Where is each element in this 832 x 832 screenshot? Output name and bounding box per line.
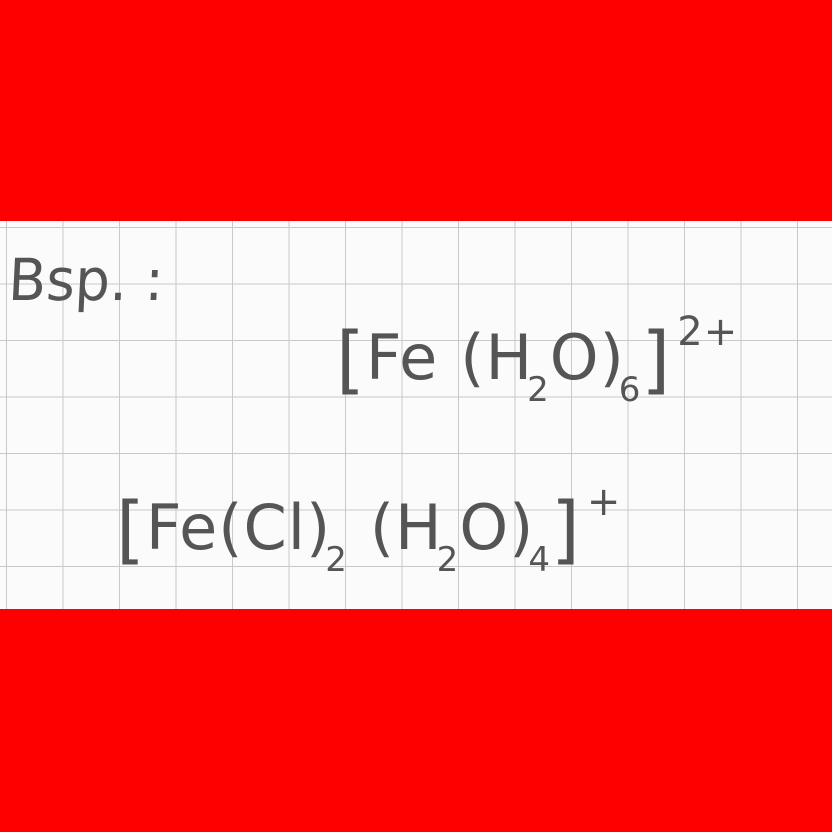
formula-iron-hexaaqua xyxy=(336,309,739,410)
formula2-ligand2-count: 4 xyxy=(528,540,551,580)
formula1-ligand-o: O xyxy=(549,321,600,394)
top-red-band xyxy=(0,0,832,221)
formula1-ligand-h: H xyxy=(485,321,534,394)
formula2-open-bracket: [ xyxy=(116,487,146,573)
formula2-ligand1-count: 2 xyxy=(325,540,348,580)
grid-paper-note xyxy=(0,221,832,609)
bottom-red-band xyxy=(0,609,832,832)
formula2-charge: + xyxy=(586,479,622,525)
formula1-ligand-h-subscript: 2 xyxy=(527,370,550,410)
formula1-ligand-count: 6 xyxy=(618,370,642,410)
formula1-open-bracket: [ xyxy=(336,317,366,403)
formula1-ligand-open: ( xyxy=(460,321,486,394)
formula2-ligand2-h: H xyxy=(395,491,443,564)
formula1-metal: Fe xyxy=(365,321,439,394)
example-label: Bsp. : xyxy=(6,246,166,314)
formula1-ligand-close: ) xyxy=(599,321,625,394)
formula2-close-bracket: ] xyxy=(550,487,581,573)
formula1-close-bracket: ] xyxy=(641,317,672,403)
formula-iron-dichloro-tetraaqua xyxy=(116,479,622,580)
formula2-ligand2-close: ) xyxy=(509,491,535,564)
formula2-ligand2-h-subscript: 2 xyxy=(436,540,460,580)
formula2-ligand2-open: ( xyxy=(369,491,396,564)
formula2-metal: Fe xyxy=(145,491,219,564)
formula1-charge: 2+ xyxy=(677,309,739,355)
formula2-ligand2-o: O xyxy=(459,491,510,564)
formula2-ligand1: (Cl) xyxy=(218,491,332,564)
